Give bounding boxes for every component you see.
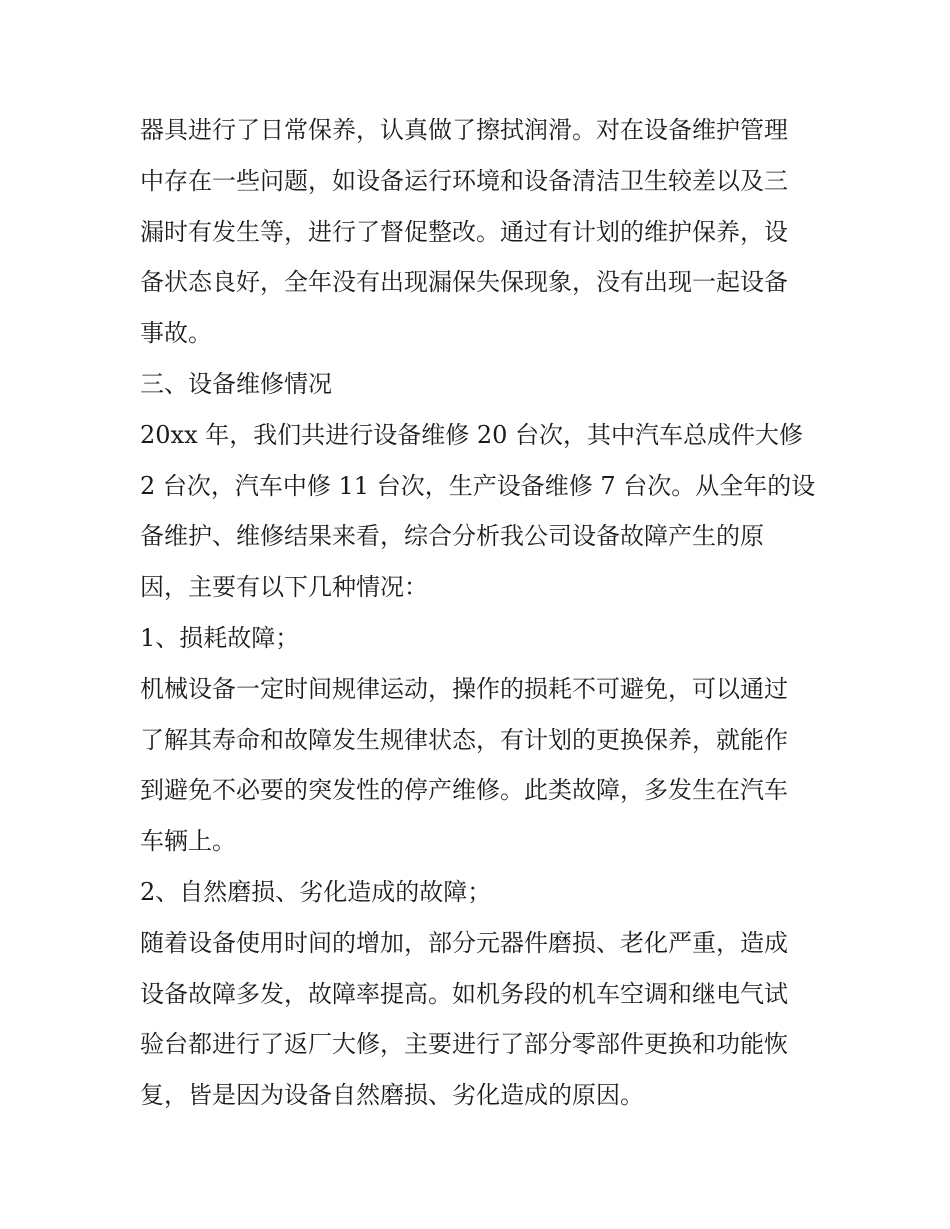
text-line: 漏时有发生等，进行了督促整改。通过有计划的维护保养，设 [140,217,788,246]
text-line: 验台都进行了返厂大修，主要进行了部分零部件更换和功能恢 [140,1030,788,1059]
text-line: 备状态良好，全年没有出现漏保失保现象，没有出现一起设备 [140,268,788,297]
text-line: 2 台次，汽车中修 11 台次，生产设备维修 7 台次。从全年的设 [140,471,816,500]
text-line: 机械设备一定时间规律运动，操作的损耗不可避免，可以通过 [140,674,788,703]
text-line: 事故。 [140,319,212,348]
text-line: 到避免不必要的突发性的停产维修。此类故障，多发生在汽车 [140,776,788,805]
text-line: 复，皆是因为设备自然磨损、劣化造成的原因。 [140,1081,644,1110]
text-line: 随着设备使用时间的增加，部分元器件磨损、老化严重，造成 [140,928,788,957]
subsection-heading: 1、损耗故障； [140,623,300,652]
text-line: 中存在一些问题，如设备运行环境和设备清洁卫生较差以及三 [140,166,788,195]
text-line: 设备故障多发，故障率提高。如机务段的机车空调和继电气试 [140,979,788,1008]
text-line: 车辆上。 [140,827,236,856]
subsection-heading: 2、自然磨损、劣化造成的故障； [140,877,492,906]
text-line: 因，主要有以下几种情况： [140,573,428,602]
text-line: 20xx 年，我们共进行设备维修 20 台次，其中汽车总成件大修 [140,420,804,449]
document-body [140,105,820,1121]
text-line: 器具进行了日常保养，认真做了擦拭润滑。对在设备维护管理 [140,116,788,144]
section-heading: 三、设备维修情况 [140,369,332,398]
text-line: 了解其寿命和故障发生规律状态，有计划的更换保养，就能作 [140,725,788,754]
text-line: 备维护、维修结果来看，综合分析我公司设备故障产生的原 [140,522,764,551]
